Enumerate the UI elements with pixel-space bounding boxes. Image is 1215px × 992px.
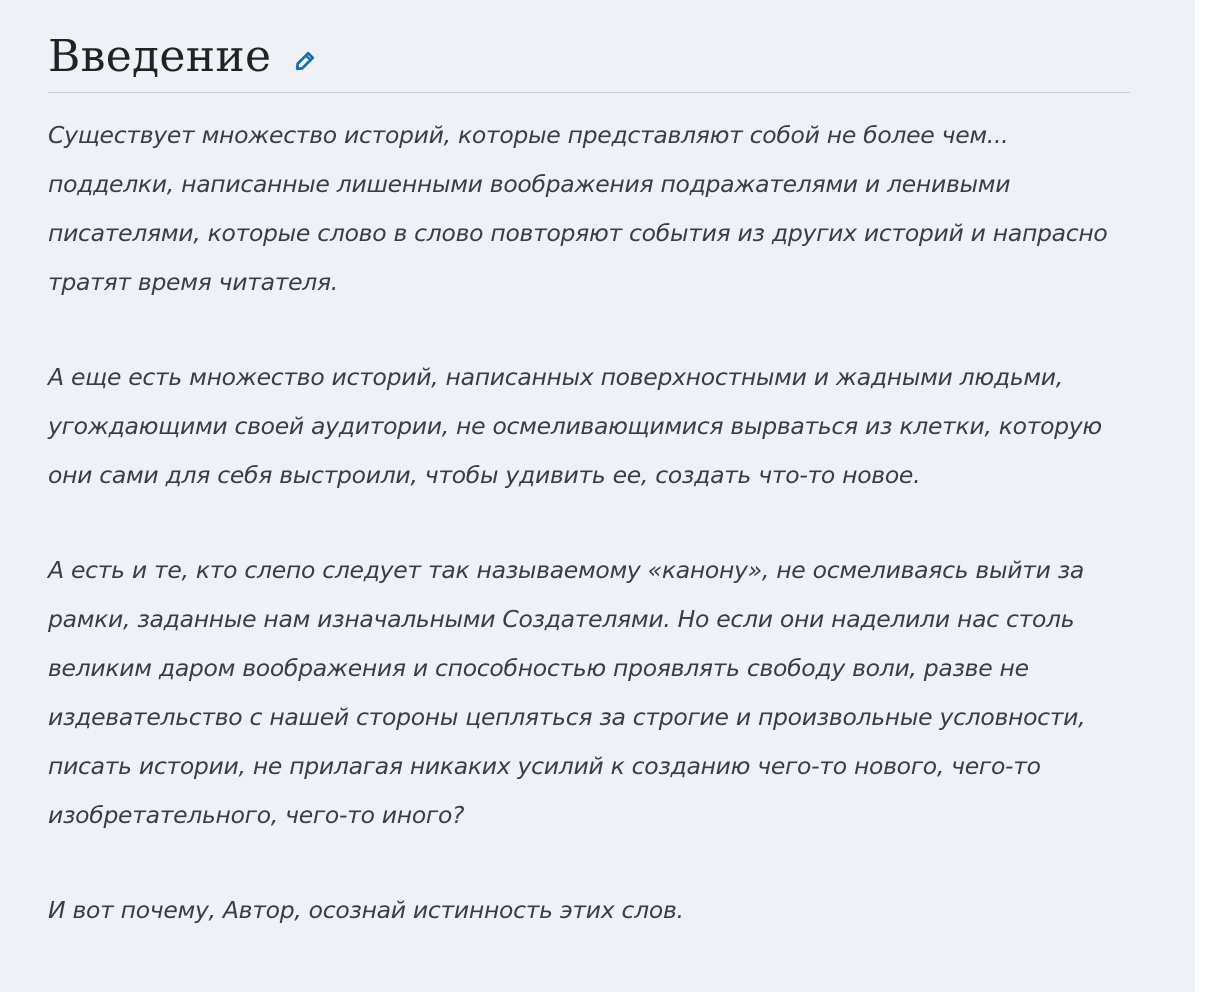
page-title: Введение (48, 31, 272, 82)
pencil-icon-glyph (294, 50, 316, 72)
paragraph-1: Существует множество историй, которые представляют собой не более чем... подделки, написанные лишенными воображения подражателями и ленивыми писателями, которые слово в слово повторяют события из других историй и напрасно тратят время читателя. (48, 121, 1108, 296)
paragraph-4: И вот почему, Автор, осознай истинность этих слов. (48, 896, 684, 924)
paragraph-3: А есть и те, кто слепо следует так называемому «канону», не осмеливаясь выйти за рамки, заданные нам изначальными Создателями. Но если они наделили нас столь великим даром воображения и способностью проявлять свободу воли, разве не издевательство с нашей стороны цепляться за строгие и произвольные условности, писать истории, не прилагая никаких усилий к созданию чего-то нового, чего-то изобретательного, чего-то иного? (48, 556, 1086, 829)
article-body (48, 111, 1138, 935)
section-header (48, 22, 1130, 93)
paragraph-2: А еще есть множество историй, написанных поверхностными и жадными людьми, угождающими своей аудитории, не осмеливающимися вырваться из клетки, которую они сами для себя выстроили, чтобы удивить ее, создать что-то новое. (48, 363, 1102, 489)
pencil-icon[interactable] (291, 47, 319, 75)
